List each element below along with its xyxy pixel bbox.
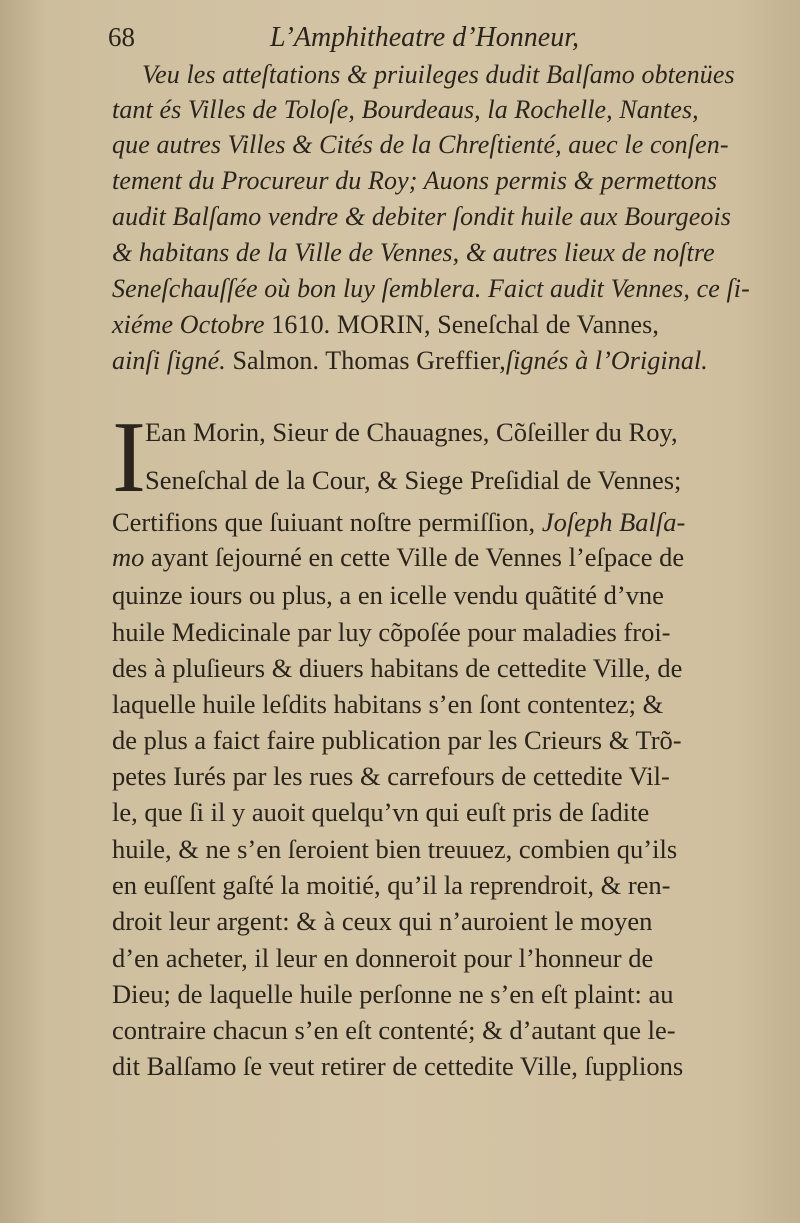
privilege-line: Seneſchauſſée où bon luy ſemblera. Faict audit Vennes, ce ſi-	[112, 274, 750, 303]
certificate-line: huile, & ne s’en ſeroient bien treuuez, combien qu’ils	[112, 834, 678, 864]
privilege-date-text: xiéme Octobre	[112, 310, 272, 339]
privilege-signature-morin: 1610. MORIN, Seneſchal de Vannes,	[271, 310, 659, 339]
certificate-line: Dieu; de laquelle huile perſonne ne s’en eſt plaint: au	[112, 979, 674, 1009]
certificate-line	[112, 507, 685, 538]
certificate-line	[112, 542, 684, 573]
certificate-line: quinze iours ou plus, a en icelle vendu quãtité d’vne	[112, 580, 664, 610]
privilege-line: tement du Procureur du Roy; Auons permis & permettons	[112, 166, 718, 195]
privilege-line: que autres Villes & Cités de la Chreſtienté, auec le conſen-	[112, 130, 729, 159]
privilege-signature-greffier: Salmon. Thomas Greffier,	[232, 346, 506, 375]
privilege-signed-text: ainſi ſigné.	[112, 346, 233, 375]
certificate-line: huile Medicinale par luy cõpoſée pour maladies froi-	[112, 617, 671, 647]
privilege-line: tant és Villes de Toloſe, Bourdeaus, la Rochelle, Nantes,	[112, 95, 699, 124]
page-header	[108, 22, 668, 62]
running-title: L’Amphitheatre d’Honneur,	[270, 22, 579, 53]
privilege-line: audit Balſamo vendre & debiter ſondit huile aux Bourgeois	[112, 202, 732, 231]
certificate-line: Ean Morin, Sieur de Chauagnes, Cõſeiller du Roy,	[145, 417, 678, 447]
certificate-text: ayant ſejourné en cette Ville de Vennes l’eſpace de	[144, 542, 685, 572]
certificate-line: des à pluſieurs & diuers habitans de cettedite Ville, de	[112, 653, 683, 683]
certificate-line: petes Iurés par les rues & carrefours de cettedite Vil-	[112, 761, 670, 791]
certificate-name-italic: Joſeph Balſa-	[541, 507, 686, 537]
certificate-line: droit leur argent: & à ceux qui n’auroient le moyen	[112, 906, 653, 936]
page-number: 68	[108, 22, 135, 52]
certificate-line: de plus a faict faire publication par les Crieurs & Trõ-	[112, 725, 682, 755]
certificate-line: Seneſchal de la Cour, & Siege Preſidial de Vennes;	[145, 465, 682, 495]
certificate-line: en euſſent gaſté la moitié, qu’il la reprendroit, & ren-	[112, 870, 671, 900]
certificate-name-italic: mo	[112, 542, 145, 572]
certificate-line: dit Balſamo ſe veut retirer de cettedite Ville, ſupplions	[112, 1051, 684, 1081]
certificate-line: laquelle huile leſdits habitans s’en ſont contentez; &	[112, 689, 664, 719]
privilege-line: & habitans de la Ville de Vennes, & autres lieux de noſtre	[112, 238, 715, 267]
certificate-line: d’en acheter, il leur en donneroit pour l’honneur de	[112, 943, 654, 973]
certificate-line: le, que ſi il y auoit quelqu’vn qui euſt pris de ſadite	[112, 797, 650, 827]
privilege-line: Veu les atteſtations & priuileges dudit Balſamo obtenües	[142, 60, 735, 89]
privilege-line	[112, 346, 708, 376]
privilege-original-text: ſignés à l’Original.	[505, 346, 708, 375]
certificate-line: contraire chacun s’en eſt contenté; & d’autant que le-	[112, 1015, 676, 1045]
drop-cap: I	[112, 401, 146, 514]
certificate-text: Certifions que ſuiuant noſtre permiſſion,	[112, 507, 542, 537]
privilege-line	[112, 310, 659, 340]
